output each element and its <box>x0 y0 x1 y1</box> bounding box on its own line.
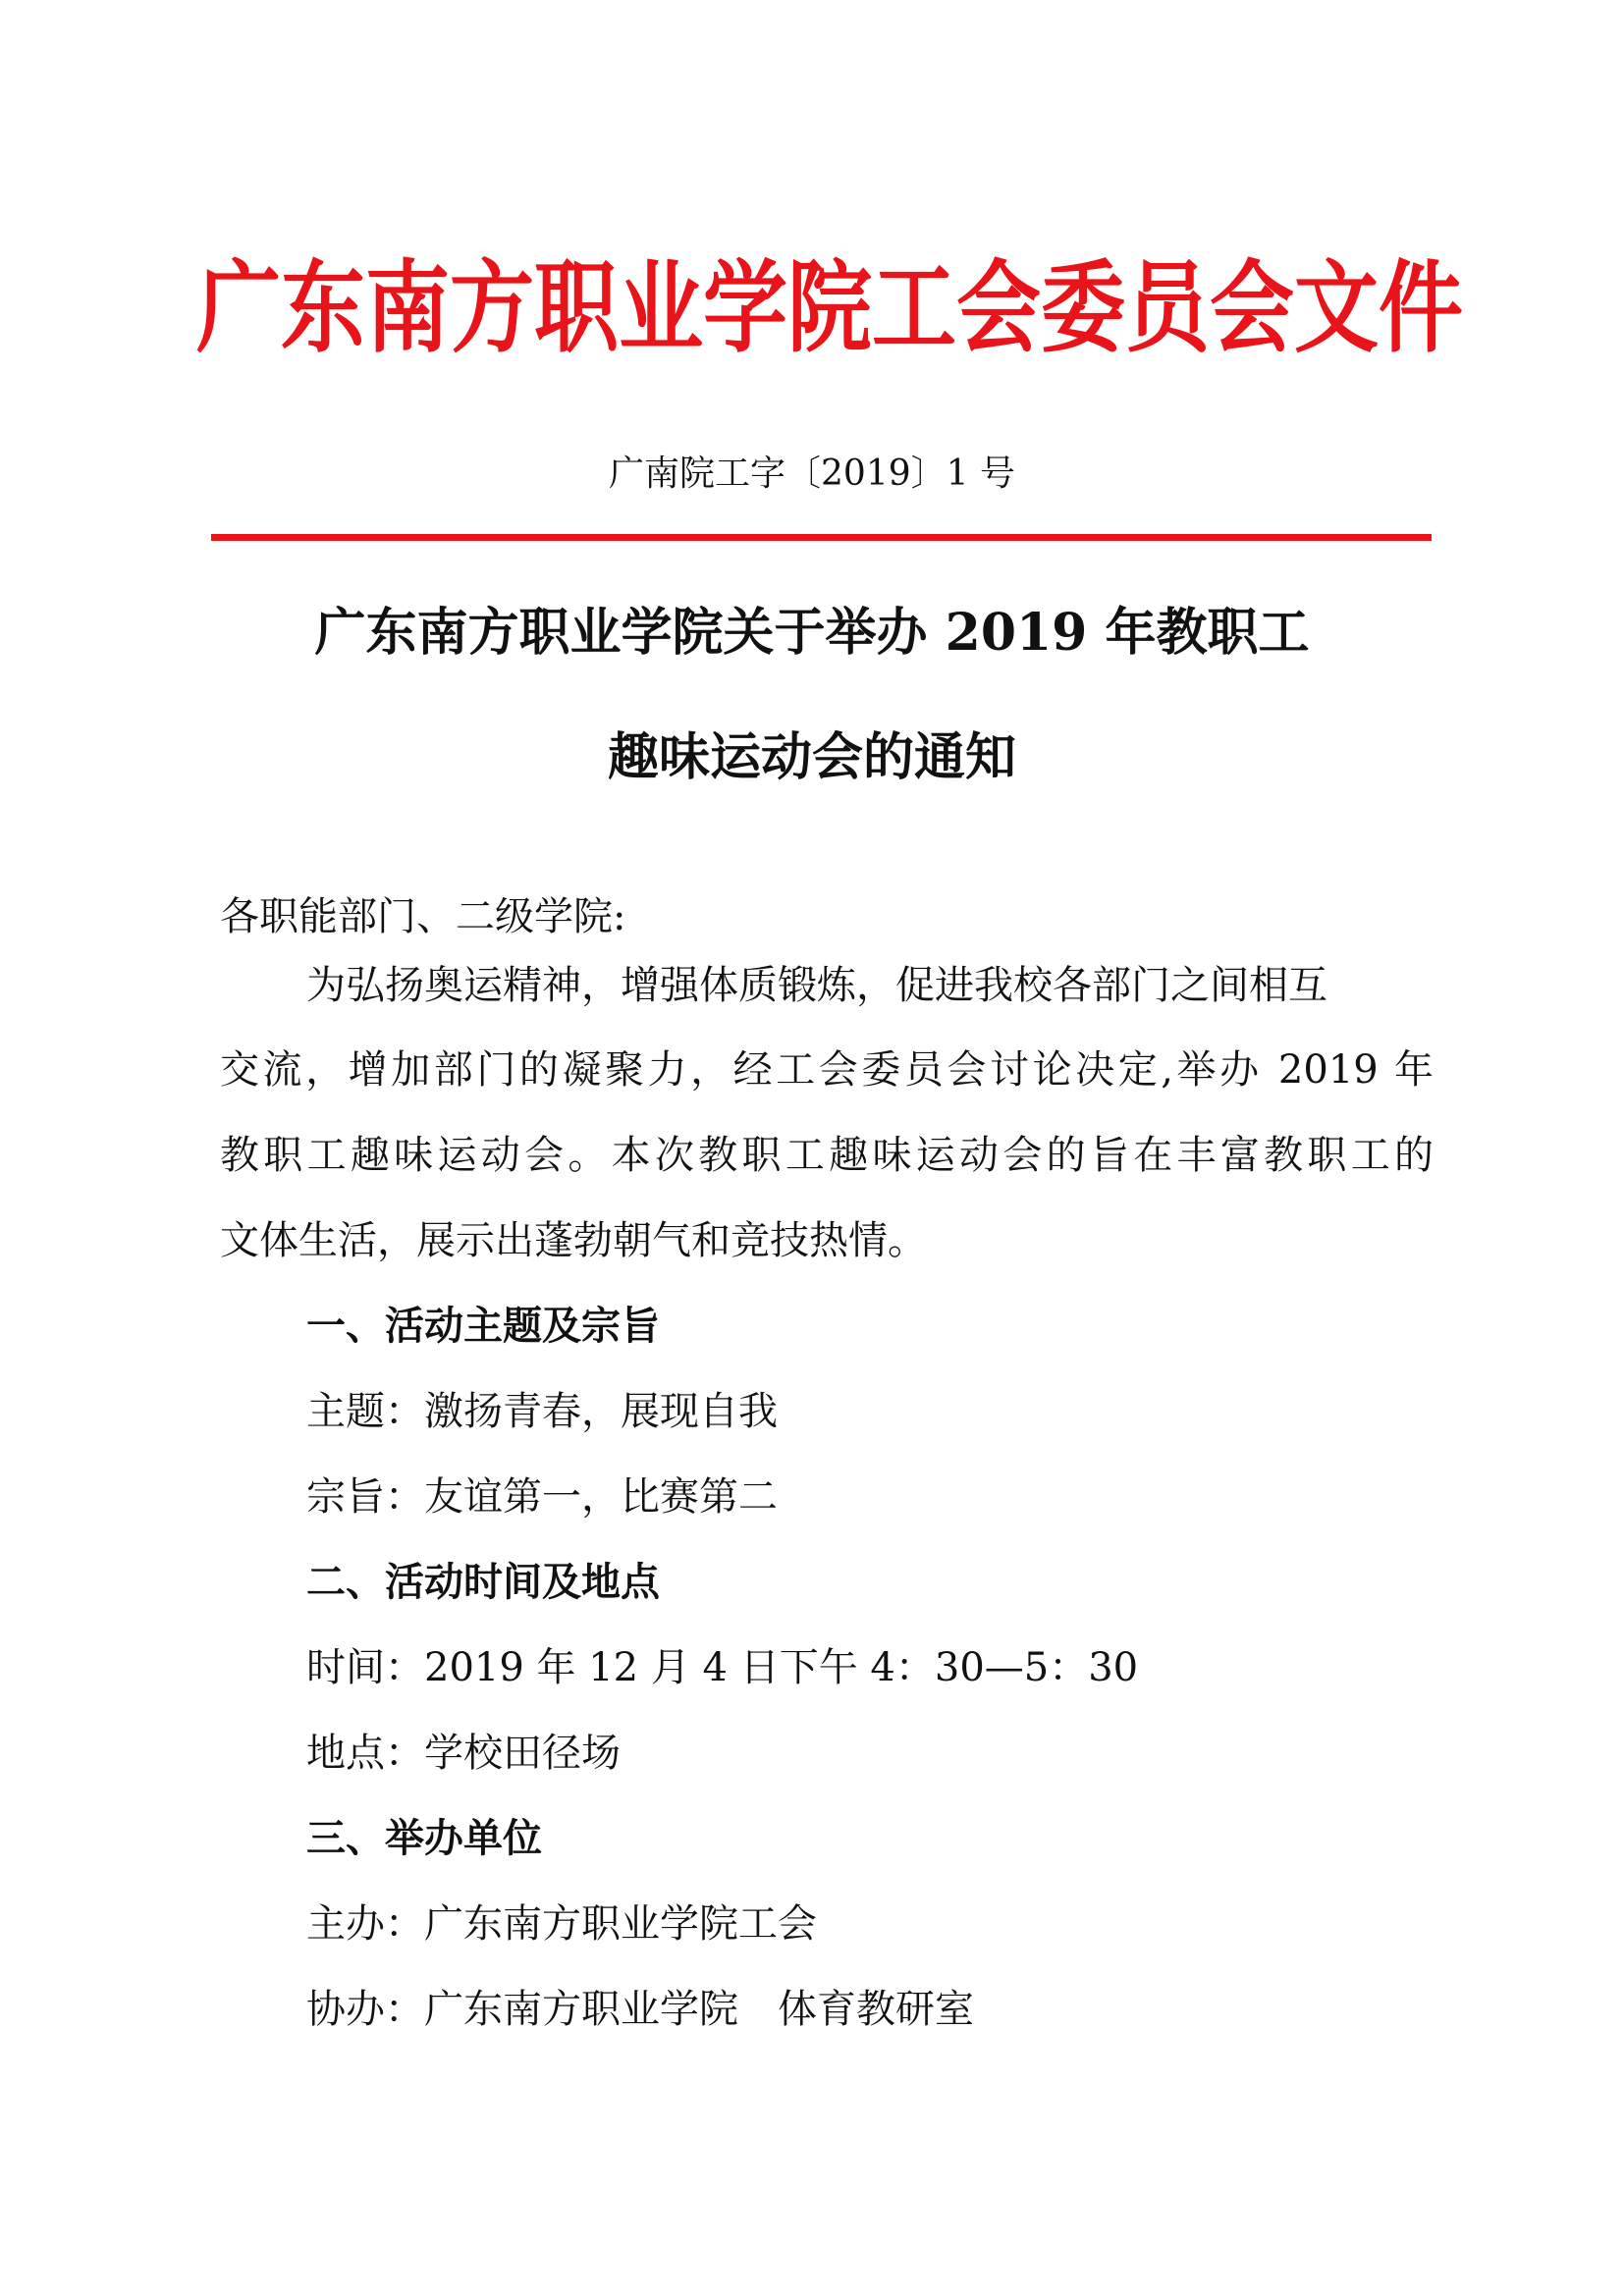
host-line: 主办：广东南方职业学院工会 <box>306 1901 817 1947</box>
purpose-line: 宗旨：友谊第一，比赛第二 <box>306 1474 778 1520</box>
place-line: 地点：学校田径场 <box>306 1731 621 1776</box>
co-host-line: 协办：广东南方职业学院 体育教研室 <box>306 1987 974 2032</box>
time-line: 时间：2019 年 12 月 4 日下午 4：30—5：30 <box>306 1645 1139 1690</box>
header-divider <box>211 534 1432 541</box>
section-2-heading: 二、活动时间及地点 <box>306 1559 660 1605</box>
notice-title-line-2: 趣味运动会的通知 <box>607 727 1016 787</box>
notice-title-line-1: 广东南方职业学院关于举办 2019 年教职工 <box>314 603 1310 663</box>
document-number: 广南院工字〔2019〕1 号 <box>609 454 1015 494</box>
paragraph-line-1: 为弘扬奥运精神，增强体质锻炼，促进我校各部门之间相互 <box>306 963 1327 1008</box>
paragraph-line-4: 文体生活，展示出蓬勃朝气和竞技热情。 <box>220 1218 927 1263</box>
salutation: 各职能部门、二级学院: <box>220 894 626 939</box>
document-header-title: 广东南方职业学院工会委员会文件 <box>196 249 1463 367</box>
theme-line: 主题：激扬青春，展现自我 <box>306 1389 778 1434</box>
section-3-heading: 三、举办单位 <box>306 1815 542 1861</box>
paragraph-line-3: 教职工趣味运动会。本次教职工趣味运动会的旨在丰富教职工的 <box>220 1133 1434 1178</box>
paragraph-line-2: 交流，增加部门的凝聚力，经工会委员会讨论决定,举办 2019 年 <box>220 1047 1434 1093</box>
section-1-heading: 一、活动主题及宗旨 <box>306 1303 660 1349</box>
